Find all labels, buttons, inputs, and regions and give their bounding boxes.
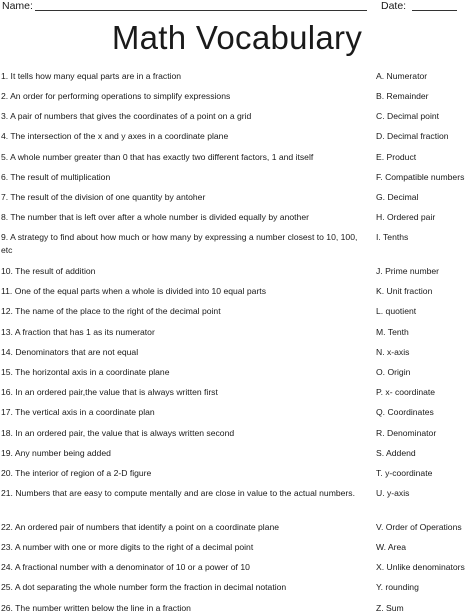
question-row (0, 151, 474, 164)
answer-option: O. Origin (376, 367, 411, 377)
question-text: 18. In an ordered pair, the value that is always written second (1, 428, 235, 438)
date-label: Date: (381, 0, 407, 12)
answer-option: J. Prime number (376, 266, 440, 276)
question-text: 26. The number written below the line in a fraction (1, 603, 191, 613)
question-text: 5. A whole number greater than 0 that has exactly two different factors, 1 and itself (1, 152, 314, 162)
name-label: Name: (2, 0, 33, 12)
answer-option: L. quotient (376, 306, 417, 316)
question-text: 1. It tells how many equal parts are in a fraction (1, 71, 182, 81)
question-text: 24. A fractional number with a denominator of 10 or a power of 10 (1, 562, 250, 572)
question-row (0, 521, 474, 534)
question-text: 6. The result of multiplication (1, 172, 111, 182)
page-title: Math Vocabulary (111, 19, 363, 56)
question-text: 4. The intersection of the x and y axes in a coordinate plane (1, 131, 229, 141)
answer-option: C. Decimal point (376, 111, 440, 121)
answer-option: R. Denominator (376, 428, 437, 438)
answer-option: H. Ordered pair (376, 212, 436, 222)
question-text: 13. A fraction that has 1 as its numerator (1, 327, 155, 337)
answer-option: W. Area (376, 542, 407, 552)
question-row (0, 130, 474, 143)
question-text: 22. An ordered pair of numbers that identify a point on a coordinate plane (1, 522, 280, 532)
question-text: 17. The vertical axis in a coordinate plan (1, 407, 155, 417)
answer-option: A. Numerator (376, 71, 428, 81)
question-row (0, 366, 474, 379)
question-row (0, 171, 474, 184)
question-row (0, 265, 474, 278)
name-blank-line[interactable] (35, 10, 367, 11)
question-row (0, 70, 474, 83)
question-row (0, 326, 474, 339)
question-row (0, 561, 474, 574)
date-blank-line[interactable] (412, 10, 457, 11)
header (0, 0, 474, 14)
question-row (0, 90, 474, 103)
answer-option: S. Addend (376, 448, 416, 458)
answer-option: M. Tenth (376, 327, 409, 337)
question-row (0, 602, 474, 615)
question-row (0, 191, 474, 204)
question-row (0, 386, 474, 399)
question-text: 7. The result of the division of one quantity by antoher (1, 192, 206, 202)
question-row (0, 427, 474, 440)
question-text: 23. A number with one or more digits to the right of a decimal point (1, 542, 254, 552)
answer-option: B. Remainder (376, 91, 429, 101)
answer-option: D. Decimal fraction (376, 131, 449, 141)
answer-option: F. Compatible numbers (376, 172, 465, 182)
answer-option: T. y-coordinate (376, 468, 433, 478)
question-text: 3. A pair of numbers that gives the coordinates of a point on a grid (1, 111, 252, 121)
answer-option: U. y-axis (376, 488, 410, 498)
question-text: 19. Any number being added (1, 448, 111, 458)
question-text: 11. One of the equal parts when a whole is divided into 10 equal parts (1, 286, 266, 296)
question-text: 20. The interior of region of a 2-D figure (1, 468, 152, 478)
question-text: 12. The name of the place to the right of the decimal point (1, 306, 221, 316)
question-row (0, 541, 474, 554)
question-row (0, 231, 474, 257)
answer-option: N. x-axis (376, 347, 410, 357)
question-text: 9. A strategy to find about how much or how many by expressing a number closest to 10, 100, etc (1, 232, 358, 255)
question-text: 21. Numbers that are easy to compute mentally and are close in value to the actual numbers. (1, 488, 355, 498)
question-row (0, 447, 474, 460)
question-text: 16. In an ordered pair,the value that is always written first (1, 387, 218, 397)
answer-option: X. Unlike denominators (376, 562, 465, 572)
answer-option: Y. rounding (376, 582, 419, 592)
question-text: 14. Denominators that are not equal (1, 347, 139, 357)
question-row (0, 305, 474, 318)
question-row (0, 110, 474, 123)
question-row (0, 406, 474, 419)
question-text: 10. The result of addition (1, 266, 96, 276)
answer-option: E. Product (376, 152, 417, 162)
answer-option: P. x- coordinate (376, 387, 436, 397)
question-row (0, 285, 474, 298)
question-row (0, 581, 474, 594)
answer-option: V. Order of Operations (376, 522, 462, 532)
question-text: 15. The horizontal axis in a coordinate plane (1, 367, 170, 377)
answer-option: Z. Sum (376, 603, 404, 613)
question-text: 8. The number that is left over after a whole number is divided equally by another (1, 212, 309, 222)
question-row (0, 346, 474, 359)
answer-option: I. Tenths (376, 232, 409, 242)
answer-option: K. Unit fraction (376, 286, 433, 296)
answer-option: G. Decimal (376, 192, 419, 202)
question-row (0, 487, 474, 513)
question-text: 25. A dot separating the whole number form the fraction in decimal notation (1, 582, 287, 592)
question-text: 2. An order for performing operations to simplify expressions (1, 91, 231, 101)
question-row (0, 211, 474, 224)
question-row (0, 467, 474, 480)
answer-option: Q. Coordinates (376, 407, 434, 417)
